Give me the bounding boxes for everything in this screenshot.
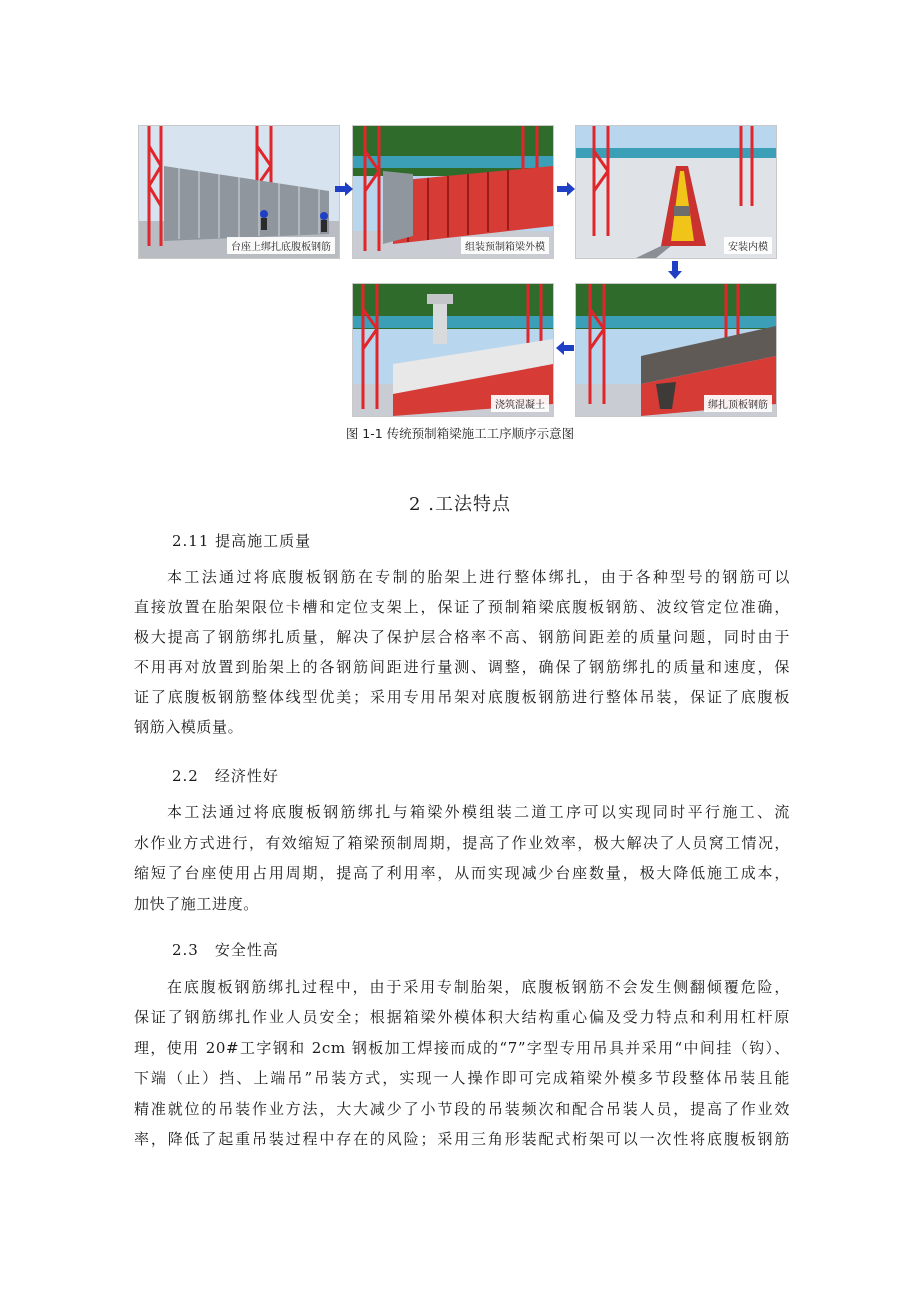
process-figure <box>135 122 785 418</box>
text-line: 精准就位的吊装作业方法，大大减少了小节段的吊装频次和配合吊装人员，提高了作业效 <box>134 1100 790 1118</box>
arrow-left-icon <box>556 341 574 355</box>
panel-label: 浇筑混凝土 <box>491 395 549 412</box>
text-line: 率，降低了起重吊装过程中存在的风险；采用三角形装配式桁架可以一次性将底腹板钢筋 <box>134 1130 790 1148</box>
text-line: 本工法通过将底腹板钢筋绑扎与箱梁外模组装二道工序可以实现同时平行施工、流 <box>167 803 790 821</box>
subsection-heading: 2.3 安全性高 <box>172 941 279 959</box>
subsection-heading: 2.2 经济性好 <box>172 767 279 785</box>
section-title: 2 .工法特点 <box>409 494 511 515</box>
text-line: 不用再对放置到胎架上的各钢筋间距进行量测、调整，确保了钢筋绑扎的质量和速度，保 <box>134 658 790 676</box>
arrow-down-icon <box>668 261 682 279</box>
figure-panel-5 <box>352 283 554 417</box>
panel-label: 组装预制箱梁外模 <box>461 237 549 254</box>
figure-caption: 图 1-1 传统预制箱梁施工工序顺序示意图 <box>345 426 575 441</box>
arrow-right-icon <box>335 182 353 196</box>
text-line: 钢筋入模质量。 <box>134 718 244 736</box>
arrow-right-icon <box>557 182 575 196</box>
text-line: 理，使用 20#工字钢和 2cm 钢板加工焊接而成的“7”字型专用吊具并采用“中间挂（钩）、 <box>134 1039 790 1057</box>
text-line: 下端（止）挡、上端吊”吊装方式，实现一人操作即可完成箱梁外模多节段整体吊装且能 <box>134 1069 790 1087</box>
figure-panel-4 <box>575 283 777 417</box>
panel-label: 安装内模 <box>724 237 772 254</box>
panel-label: 绑扎顶板钢筋 <box>704 395 772 412</box>
text-line: 加快了施工进度。 <box>134 895 259 913</box>
text-line: 证了底腹板钢筋整体线型优美；采用专用吊架对底腹板钢筋进行整体吊装，保证了底腹板 <box>134 688 790 706</box>
text-line: 在底腹板钢筋绑扎过程中，由于采用专制胎架，底腹板钢筋不会发生侧翻倾覆危险， <box>167 978 790 996</box>
panel-label: 台座上绑扎底腹板钢筋 <box>227 237 335 254</box>
text-line: 极大提高了钢筋绑扎质量，解决了保护层合格率不高、钢筋间距差的质量问题，同时由于 <box>134 628 790 646</box>
figure-panel-3 <box>575 125 777 259</box>
figure-panel-1 <box>138 125 340 259</box>
text-line: 直接放置在胎架限位卡槽和定位支架上，保证了预制箱梁底腹板钢筋、波纹管定位准确， <box>134 598 790 616</box>
subsection-heading: 2.11 提高施工质量 <box>172 532 312 550</box>
text-line: 保证了钢筋绑扎作业人员安全；根据箱梁外模体积大结构重心偏及受力特点和利用杠杆原 <box>134 1008 790 1026</box>
text-line: 缩短了台座使用占用周期，提高了利用率，从而实现减少台座数量，极大降低施工成本， <box>134 864 790 882</box>
figure-panel-2 <box>352 125 554 259</box>
text-line: 水作业方式进行，有效缩短了箱梁预制周期，提高了作业效率，极大解决了人员窝工情况， <box>134 834 790 852</box>
text-line: 本工法通过将底腹板钢筋在专制的胎架上进行整体绑扎，由于各种型号的钢筋可以 <box>167 568 790 586</box>
